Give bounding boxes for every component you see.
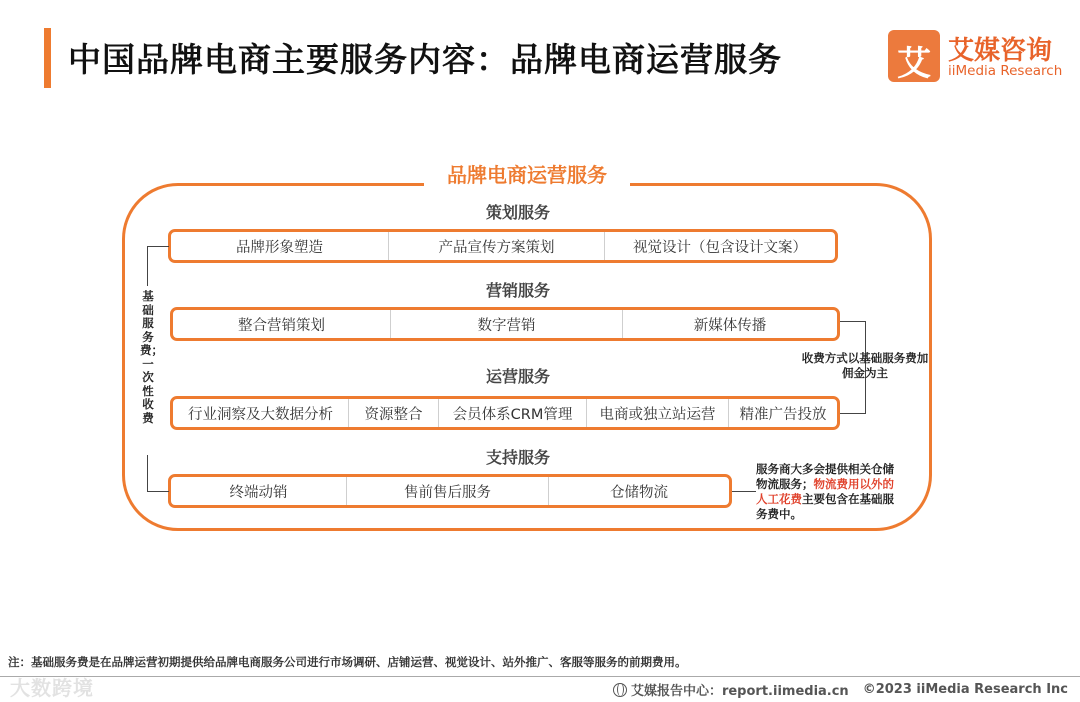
section-title-planning: 策划服务	[485, 203, 550, 222]
iimedia-logo-icon	[888, 30, 940, 82]
section-title-support: 支持服务	[485, 448, 550, 467]
page-title: 中国品牌电商主要服务内容：品牌电商运营服务	[68, 40, 782, 79]
left-bracket-line-bottom	[147, 455, 148, 491]
support-item: 仓储物流	[610, 484, 668, 501]
operations-item: 行业洞察及大数据分析	[173, 399, 349, 427]
footer-divider	[0, 676, 1080, 677]
support-note	[756, 462, 896, 522]
left-bracket-line-top	[147, 246, 148, 286]
footer-copyright: ©2023 iiMedia Research Inc	[862, 682, 1068, 697]
operations-item: 资源整合	[349, 399, 439, 427]
watermark: 大数跨境	[10, 676, 94, 700]
left-bracket-tick-top	[147, 246, 169, 247]
footer-source-link[interactable]: 艾媒报告中心：report.iimedia.cn	[630, 684, 849, 699]
logo-en-name: iiMedia Research	[948, 63, 1063, 79]
globe-icon	[613, 683, 627, 697]
planning-row	[168, 229, 838, 263]
operations-item: 会员体系CRM管理	[439, 399, 587, 427]
section-title-marketing: 营销服务	[485, 281, 550, 300]
marketing-item: 新媒体传播	[693, 317, 767, 334]
support-note-part1: 服务商大多会提供相关仓储物流服务；	[756, 462, 894, 491]
fee-method-note: 收费方式以基础服务费加佣金为主	[801, 351, 929, 380]
support-row	[168, 474, 732, 508]
basic-fee-label: 基础服务费；一次性收费	[140, 289, 163, 425]
planning-item: 产品宣传方案策划	[389, 232, 605, 260]
operations-item: 电商或独立站运营	[587, 399, 729, 427]
logo-cn-name: 艾媒咨询	[948, 36, 1053, 66]
left-bracket-tick-bottom	[147, 491, 169, 492]
marketing-item: 数字营销	[391, 310, 623, 338]
marketing-item: 整合营销策划	[173, 310, 391, 338]
support-note-highlight: 物流费用以外的人工花费	[756, 477, 894, 506]
operations-row	[170, 396, 840, 430]
iimedia-logo	[888, 30, 1068, 82]
support-item: 售前售后服务	[347, 477, 549, 505]
operations-item: 精准广告投放	[739, 406, 827, 423]
support-note-connector	[732, 491, 756, 492]
footer-source	[613, 680, 1068, 699]
planning-item: 视觉设计（包含设计文案）	[633, 239, 807, 256]
planning-item: 品牌形象塑造	[171, 232, 389, 260]
marketing-row	[170, 307, 840, 341]
title-accent-bar	[44, 28, 51, 88]
diagram-title: 品牌电商运营服务	[424, 160, 630, 190]
footnote: 注：基础服务费是在品牌运营初期提供给品牌电商服务公司进行市场调研、店铺运营、视觉设计、站外推广、客服等服务的前期费用。	[8, 655, 687, 669]
section-title-operations: 运营服务	[485, 367, 550, 386]
logo-mark-text: 艾	[897, 44, 931, 84]
support-note-part2: 主要包含在基础服务费中。	[756, 492, 894, 521]
support-item: 终端动销	[171, 477, 347, 505]
